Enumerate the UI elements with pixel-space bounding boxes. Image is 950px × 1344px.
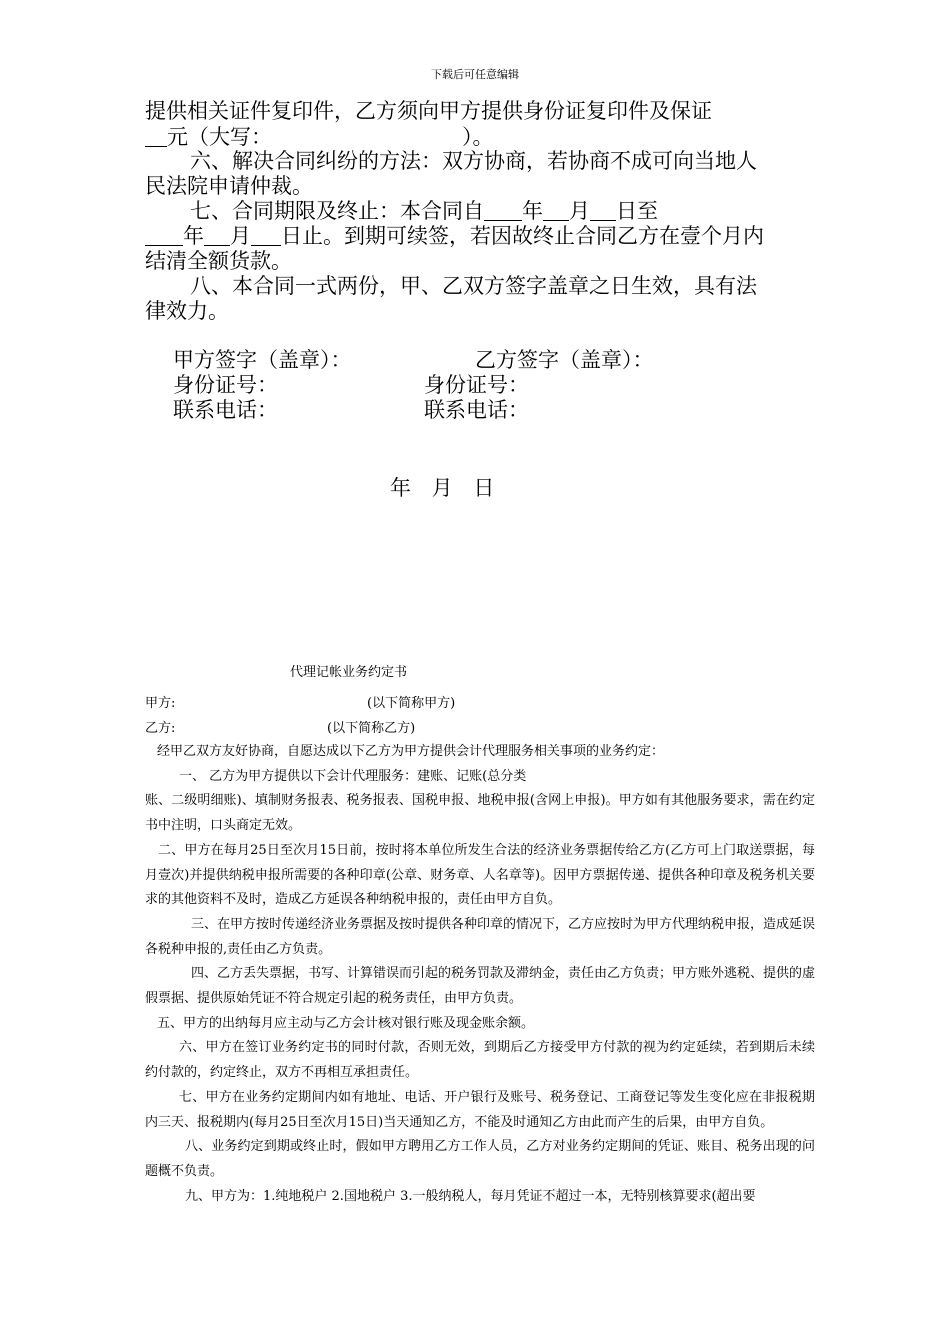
- party-b-id-label: 身份证号：: [424, 373, 529, 397]
- blank-underline: [590, 200, 616, 221]
- signature-date: 年 月 日: [390, 476, 495, 500]
- agreement-paragraph: 经甲乙双方友好协商，自愿达成以下乙方为甲方提供会计代理服务相关事项的业务约定：: [157, 744, 665, 759]
- agreement-title: 代理记帐业务约定书: [290, 665, 408, 680]
- party-a-id-label: 身份证号：: [173, 373, 278, 397]
- blank-underline: [484, 200, 522, 221]
- contract-text: 元（大写：: [167, 125, 272, 149]
- contract-line: [145, 125, 494, 150]
- party-a-phone-label: 联系电话：: [173, 398, 278, 422]
- page-header: 下载后可任意编辑: [431, 68, 519, 81]
- contract-text: ）。: [462, 125, 494, 149]
- contract-line: [145, 224, 764, 249]
- party-b-line: [145, 717, 416, 736]
- agreement-paragraph: 九、甲方为：1.纯地税户 2.国地税户 3.一般纳税人，每月凭证不超过一本，无特别核算要求(超出要: [185, 1188, 756, 1204]
- party-a-line: [145, 692, 456, 711]
- agreement-paragraph: 八、业务约定到期或终止时，假如甲方聘用乙方工作人员，乙方对业务约定期间的凭证、账目、税务出现的问题概不负责。: [145, 1139, 815, 1179]
- contract-text: 年: [522, 199, 543, 223]
- agreement-paragraph: 六、甲方在签订业务约定书的同时付款，否则无效，到期后乙方接受甲方付款的视为约定延续，若到期后未续约付款的，约定终止，双方不再相互承担责任。: [145, 1040, 815, 1081]
- contract-text: 七、合同期限及终止：本合同自: [190, 199, 484, 223]
- agreement-paragraph: 一、 乙方为甲方提供以下会计代理服务：建账、记账(总分类: [179, 768, 527, 784]
- contract-text: 年: [183, 224, 204, 248]
- party-a-label: 甲方:: [145, 696, 176, 711]
- agreement-paragraph: 二、甲方在每月25日至次月15日前，按时将本单位所发生合法的经济业务票据传给乙方(乙方可上门取送票据，每月壹次)并提供纳税申报所需要的各种印章(公章、财务章、人名章等)。因甲方票据传递、提供各种印章及税务机关要求的其他资料不及时，造成乙方延误各种纳税申报的，责任由甲方自负。: [145, 842, 815, 908]
- party-b-phone-label: 联系电话：: [424, 398, 529, 422]
- party-a-note: (以下简称甲方): [367, 696, 456, 711]
- contract-text: 月: [569, 199, 590, 223]
- contract-line: 民法院申请仲裁。: [145, 174, 313, 198]
- contract-text: 日至: [616, 199, 658, 223]
- contract-line: [190, 199, 658, 224]
- blank-underline: [543, 200, 569, 221]
- agreement-paragraph: 账、二级明细账)、填制财务报表、税务报表、国税申报、地税申报(含网上申报)。甲方如有其他服务要求，需在约定书中注明，口头商定无效。: [145, 793, 815, 834]
- agreement-paragraph: 七、甲方在业务约定期间内如有地址、电话、开户银行及账号、税务登记、工商登记等发生变化应在非报税期内三天、报税期内(每月25日至次月15日)当天通知乙方，不能及时通知乙方由此而产生的后果，由甲方自负。: [145, 1089, 815, 1130]
- contract-line: 六、解决合同纠纷的方法：双方协商，若协商不成可向当地人: [190, 149, 757, 173]
- blank-underline: [251, 225, 281, 246]
- contract-line: 律效力。: [145, 299, 229, 323]
- agreement-body: [145, 740, 815, 1209]
- contract-text: 月: [230, 224, 251, 248]
- contract-line: 八、本合同一式两份，甲、乙双方签字盖章之日生效，具有法: [190, 274, 757, 298]
- agreement-paragraph: 五、甲方的出纳每月应主动与乙方会计核对银行账及现金账余额。: [157, 1015, 535, 1031]
- blank-underline: [145, 225, 183, 246]
- blank-underline: [204, 225, 230, 246]
- contract-text: 日止。到期可续签，若因故终止合同乙方在壹个月内: [281, 224, 764, 248]
- agreement-paragraph: 四、乙方丢失票据，书写、计算错误而引起的税务罚款及滞纳金，责任由乙方负责；甲方账外逃税、提供的虚假票据、提供原始凭证不符合规定引起的税务责任，由甲方负责。: [145, 966, 816, 1007]
- contract-line: 提供相关证件复印件，乙方须向甲方提供身份证复印件及保证: [145, 99, 712, 123]
- blank-underline: [145, 126, 167, 147]
- party-b-label: 乙方:: [145, 721, 176, 736]
- agreement-paragraph: 三、在甲方按时传递经济业务票据及按时提供各种印章的情况下，乙方应按时为甲方代理纳税申报，造成延误各税种申报的,责任由乙方负责。: [145, 916, 816, 957]
- party-a-signature-label: 甲方签字（盖章）：: [173, 348, 352, 372]
- contract-line: 结清全额货款。: [145, 249, 292, 273]
- party-b-note: (以下简称乙方): [327, 721, 416, 736]
- party-b-signature-label: 乙方签字（盖章）：: [475, 348, 654, 372]
